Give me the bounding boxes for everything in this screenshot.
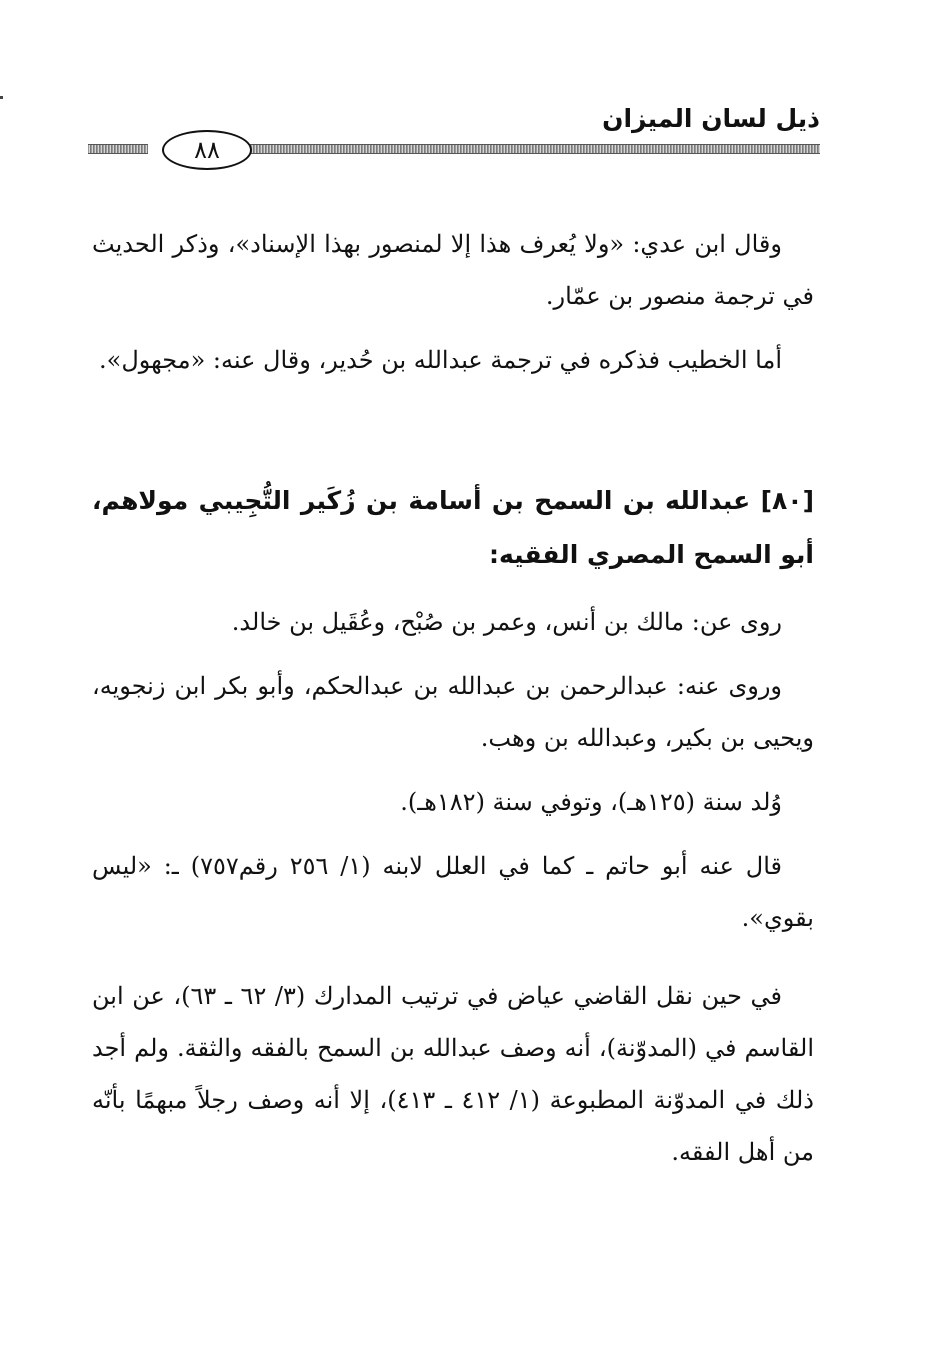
running-title: ذيل لسان الميزان (602, 104, 820, 133)
header-rule-right (230, 144, 820, 154)
entry-narrated-from: روى عن: مالك بن أنس، وعمر بن صُبْح، وعُقَيل بن خالد. (231, 608, 782, 636)
entry-heading: [٨٠] عبدالله بن السمح بن أسامة بن زُكَير التُّجِيبي مولاهم، أبو السمح المصري الفقيه: (92, 486, 814, 569)
page-header (88, 100, 820, 170)
scan-speck (0, 96, 3, 99)
entry-narrated-by: وروى عنه: عبدالرحمن بن عبدالله بن عبدالحكم، وأبو بكر ابن زنجويه، ويحيى بن بكير، وعبدالله بن وهب. (92, 672, 814, 752)
page-body (92, 218, 814, 1190)
entry-birth-death: وُلد سنة (١٢٥هـ)، وتوفي سنة (١٨٢هـ). (400, 788, 782, 816)
header-rule-left (88, 144, 148, 154)
paragraph-khatib: أما الخطيب فذكره في ترجمة عبدالله بن حُدير، وقال عنه: «مجهول». (99, 346, 782, 374)
paragraph-ibn-adi: وقال ابن عدي: «ولا يُعرف هذا إلا لمنصور بهذا الإسناد»، وذكر الحديث في ترجمة منصور بن عمّار. (92, 230, 814, 310)
page-number: ٨٨ (162, 130, 252, 170)
entry-abu-hatim: قال عنه أبو حاتم ـ كما في العلل لابنه (١/ ٢٥٦ رقم٧٥٧) ـ: «ليس بقوي». (92, 852, 814, 932)
entry-qadi-iyad: في حين نقل القاضي عياض في ترتيب المدارك (٣/ ٦٢ ـ ٦٣)، عن ابن القاسم في (المدوّنة)، أنه وصف عبدالله بن السمح بالفقه والثقة. ولم أجد ذلك في المدوّنة المطبوعة (١/ ٤١٢ ـ ٤١٣)، إلا أنه وصف رجلاً مبهمًا بأنّه من أهل الفقه. (92, 982, 814, 1166)
